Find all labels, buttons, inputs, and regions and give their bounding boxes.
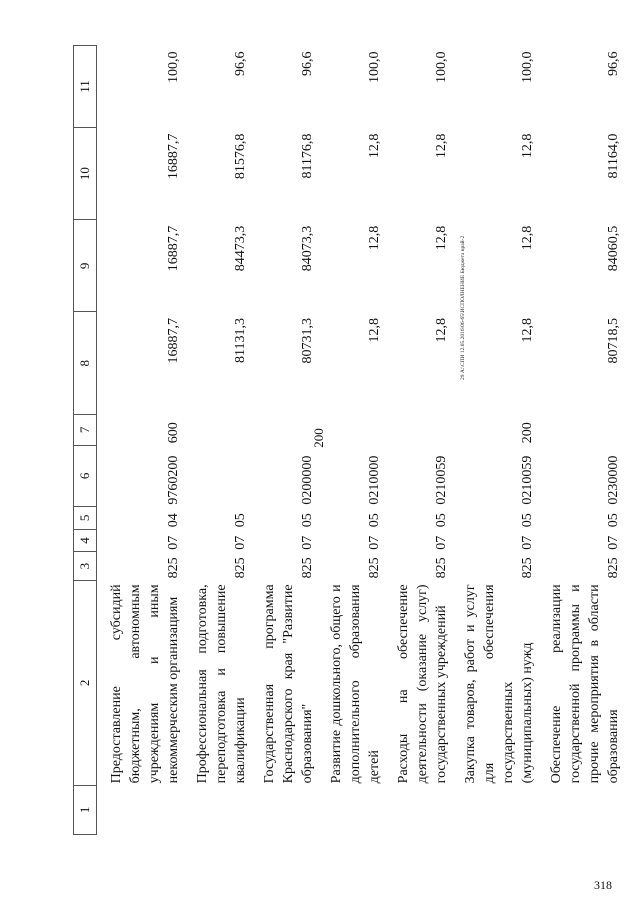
file-path-footer: 29 А:\СПИ 12.05.2016\06-65\ИСПОЛНЕНИЕ Бюджета край-2 (460, 235, 466, 380)
row-col1-cell (250, 785, 317, 834)
row-col1-cell (317, 785, 384, 834)
row-c6-cell: 0210000 (367, 455, 382, 505)
side-page-number: 318 (594, 878, 612, 892)
table-row (97, 46, 184, 835)
col-header-10: 10 (74, 128, 97, 220)
row-c11-cell: 100,0 (434, 51, 449, 83)
row-c3-cell: 825 (233, 557, 248, 579)
row-c6-cell (183, 445, 250, 506)
row-c3-cell: 825 (166, 557, 181, 579)
row-c7-cell: 600 (166, 422, 181, 444)
row-name-cell: Обеспечение реализации государственной программы и прочие мероприятия в области образования (549, 584, 621, 784)
top-page-number: 200 (310, 428, 326, 448)
row-c10-cell: 81176,8 (300, 133, 315, 179)
row-c9-cell: 84073,3 (300, 225, 315, 272)
row-c3-cell: 825 (520, 557, 535, 579)
row-c10-cell: 12,8 (434, 133, 449, 159)
row-c8-cell: 12,8 (520, 318, 535, 343)
budget-table-rotated (73, 35, 621, 835)
col-header-8: 8 (74, 312, 97, 414)
row-c7-cell (384, 414, 451, 445)
row-c8-cell: 80731,3 (300, 318, 315, 364)
row-col1-cell (451, 785, 537, 834)
row-name-cell: Предоставление субсидий бюджетным, автономным учреждениям и иным некоммерческим организациям (109, 584, 181, 784)
table-row (183, 46, 250, 835)
row-c8-cell: 81131,3 (233, 318, 248, 363)
col-header-6: 6 (74, 445, 97, 506)
row-c5-cell: 05 (233, 513, 248, 528)
row-c9-cell: 12,8 (520, 225, 535, 251)
row-c4-cell: 07 (166, 535, 181, 550)
row-c10-cell: 12,8 (367, 133, 382, 159)
table-row (317, 46, 384, 835)
row-c11-cell: 96,6 (300, 51, 315, 76)
col-header-9: 9 (74, 220, 97, 312)
col-header-11: 11 (74, 46, 97, 128)
row-c10-cell: 81164,0 (606, 133, 621, 179)
row-c9-cell: 16887,7 (166, 225, 181, 272)
row-col1-cell (384, 785, 451, 834)
col-header-2: 2 (74, 580, 97, 785)
row-c7-cell (537, 414, 623, 445)
row-c9-cell: 12,8 (434, 225, 449, 251)
col-header-3: 3 (74, 552, 97, 581)
row-c10-cell: 16887,7 (166, 133, 181, 180)
row-col1-cell (537, 785, 623, 834)
col-header-7: 7 (74, 414, 97, 445)
row-c10-cell: 12,8 (520, 133, 535, 159)
row-c6-cell: 0230000 (606, 455, 621, 505)
row-c11-cell: 100,0 (520, 51, 535, 83)
row-c3-cell: 825 (434, 557, 449, 579)
row-c5-cell: 04 (166, 513, 181, 528)
row-c8-cell: 16887,7 (166, 318, 181, 364)
row-c11-cell: 96,6 (606, 51, 621, 76)
row-c7-cell (317, 414, 384, 445)
row-c4-cell: 07 (606, 535, 621, 550)
row-c4-cell: 07 (520, 535, 535, 550)
row-c8-cell: 80718,5 (606, 318, 621, 364)
row-c8-cell: 12,8 (367, 318, 382, 343)
row-name-cell: Закупка товаров, работ и услуг для обеспечения государственных (муниципальных) нужд (463, 584, 535, 784)
row-c5-cell: 05 (367, 513, 382, 528)
row-c8-cell: 12,8 (434, 318, 449, 343)
row-col1-cell (183, 785, 250, 834)
row-c5-cell: 05 (606, 513, 621, 528)
row-c11-cell: 100,0 (166, 51, 181, 83)
table-row (250, 46, 317, 835)
col-header-1: 1 (74, 785, 97, 834)
header-row (74, 46, 97, 835)
row-name-cell: Государственная программа Краснодарского края "Развитие образования" (262, 584, 315, 784)
row-c6-cell: 0210059 (520, 455, 535, 505)
row-c4-cell: 07 (300, 535, 315, 550)
col-header-5: 5 (74, 507, 97, 530)
row-c5-cell: 05 (520, 513, 535, 528)
row-c7-cell: 200 (520, 422, 535, 444)
row-c4-cell: 07 (367, 535, 382, 550)
table-row (537, 46, 623, 835)
row-c5-cell: 05 (434, 513, 449, 528)
row-c6-cell: 0210059 (434, 455, 449, 505)
budget-table (73, 45, 623, 835)
row-c7-cell (183, 414, 250, 445)
row-c6-cell: 9760200 (166, 455, 181, 505)
row-c7-cell (250, 414, 317, 445)
row-name-cell: Профессиональная подготовка, переподготовка и повышение квалификации (195, 584, 248, 784)
row-c3-cell: 825 (367, 557, 382, 579)
row-c11-cell: 96,6 (233, 51, 248, 76)
row-c4-cell: 07 (233, 535, 248, 550)
row-c9-cell: 84060,5 (606, 225, 621, 272)
row-col1-cell (97, 785, 184, 834)
row-c10-cell: 81576,8 (233, 133, 248, 180)
row-c6-cell: 0200000 (300, 455, 315, 505)
row-c9-cell: 12,8 (367, 225, 382, 251)
table-body (97, 46, 624, 835)
row-name-cell: Развитие дошкольного, общего и дополнительного образования детей (329, 584, 382, 784)
row-c3-cell: 825 (606, 557, 621, 579)
table-row (384, 46, 451, 835)
row-c3-cell: 825 (300, 557, 315, 579)
row-c5-cell: 05 (300, 513, 315, 528)
row-c11-cell: 100,0 (367, 51, 382, 83)
row-c9-cell: 84473,3 (233, 225, 248, 272)
row-name-cell: Расходы на обеспечение деятельности (оказание услуг) государственных учреждений (396, 584, 449, 784)
col-header-4: 4 (74, 529, 97, 552)
row-c4-cell: 07 (434, 535, 449, 550)
table-row (451, 46, 537, 835)
